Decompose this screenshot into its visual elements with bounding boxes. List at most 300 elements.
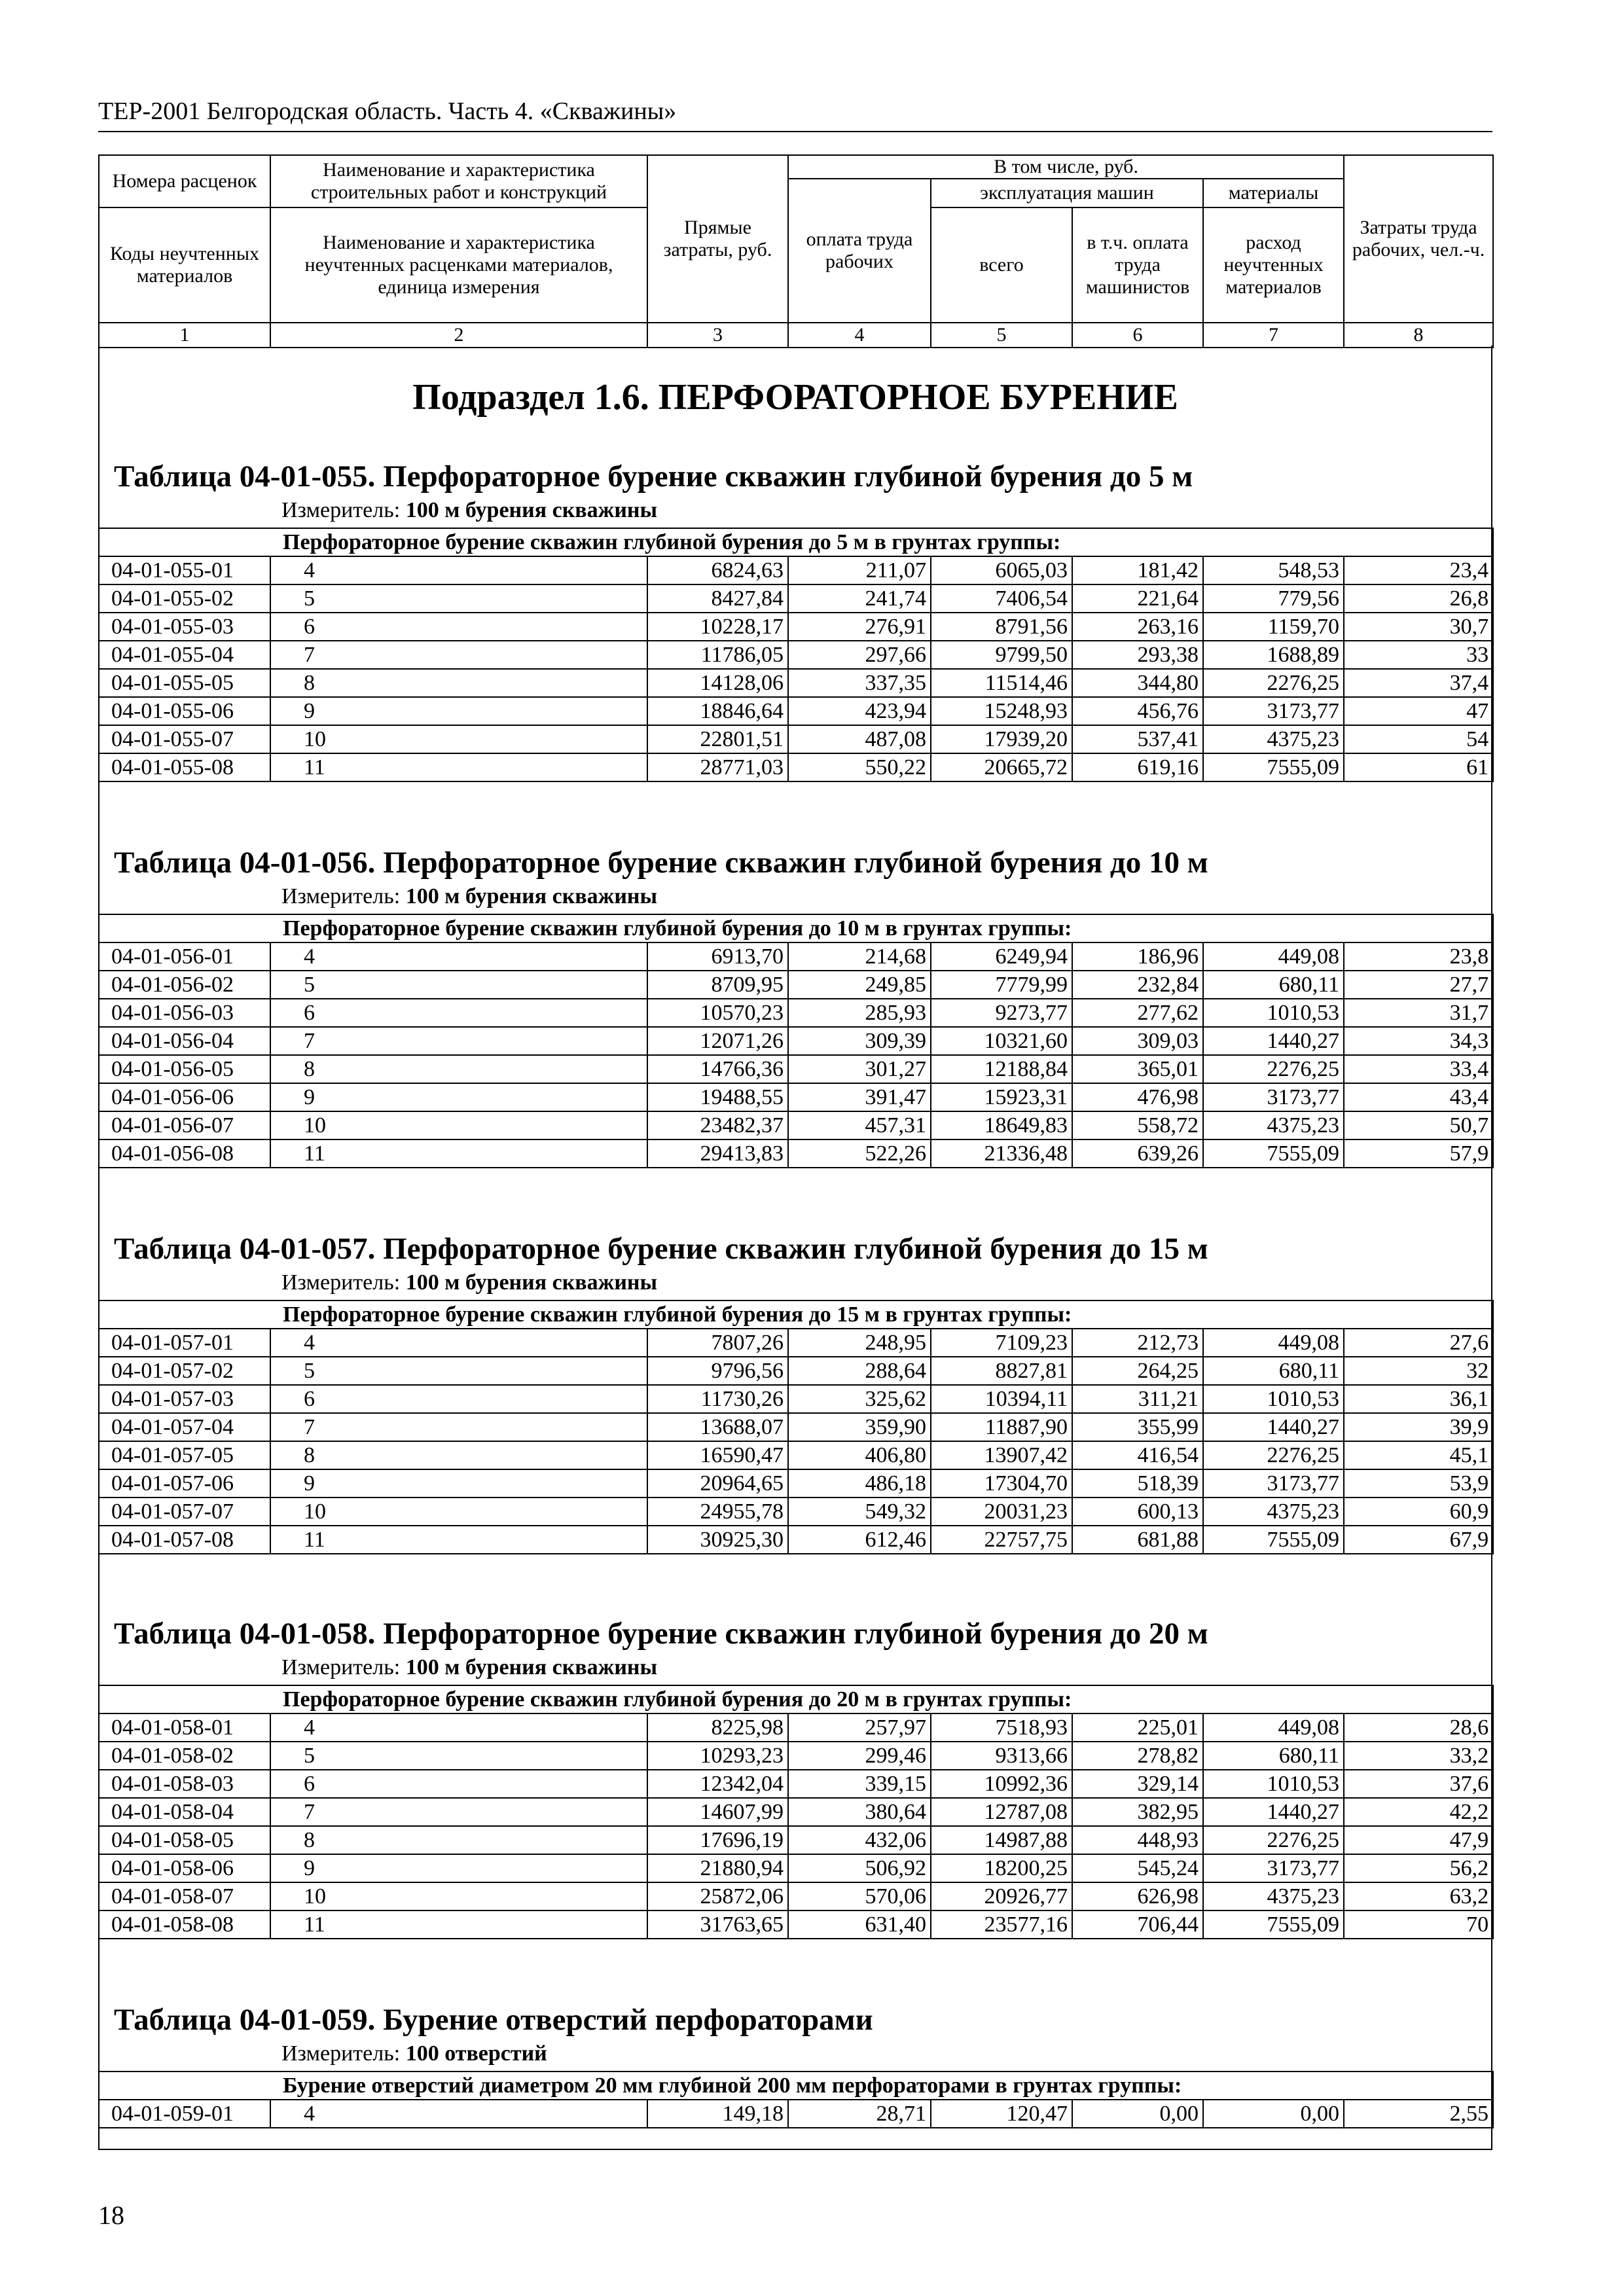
value-cell: 214,68 [788,942,931,971]
value-cell: 3173,77 [1203,697,1344,725]
measure-label: Измеритель: [281,884,401,908]
value-cell: 456,76 [1072,697,1203,725]
value-cell: 30,7 [1344,613,1493,641]
value-cell: 47,9 [1344,1826,1493,1854]
value-cell: 1440,27 [1203,1798,1344,1826]
value-cell: 70 [1344,1910,1493,1939]
table-measure [98,1270,1492,1300]
soil-group: 5 [270,584,647,613]
header-incl: В том числе, руб. [788,155,1344,179]
header-number: 2 [270,323,647,348]
value-cell: 15923,31 [931,1083,1072,1111]
value-cell: 9799,50 [931,641,1072,669]
table-title: Таблица 04-01-055. Перфораторное бурение скважин глубиной бурения до 5 м [114,459,1193,493]
soil-group: 5 [270,1742,647,1770]
table-subheader-row [99,1300,1493,1329]
soil-group: 6 [270,1385,647,1413]
value-cell: 18846,64 [647,697,788,725]
value-cell: 21880,94 [647,1854,788,1882]
soil-group: 7 [270,1413,647,1441]
rate-code: 04-01-057-04 [99,1413,270,1441]
value-cell: 10293,23 [647,1742,788,1770]
value-cell: 391,47 [788,1083,931,1111]
table-row [99,999,1493,1027]
value-cell: 626,98 [1072,1882,1203,1910]
value-cell: 8791,56 [931,613,1072,641]
header-col7: расход неучтенных материалов [1203,207,1344,323]
value-cell: 344,80 [1072,669,1203,697]
soil-group: 4 [270,1329,647,1357]
rate-code: 04-01-056-04 [99,1027,270,1055]
value-cell: 36,1 [1344,1385,1493,1413]
value-cell: 34,3 [1344,1027,1493,1055]
header-col2-bottom: Наименование и характеристика неучтенных расценками материалов, единица измерения [270,207,647,323]
value-cell: 53,9 [1344,1469,1493,1498]
value-cell: 706,44 [1072,1910,1203,1939]
value-cell: 537,41 [1072,725,1203,753]
soil-group: 10 [270,1882,647,1910]
value-cell: 339,15 [788,1770,931,1798]
value-cell: 4375,23 [1203,725,1344,753]
rate-code: 04-01-057-01 [99,1329,270,1357]
soil-group: 4 [270,942,647,971]
value-cell: 14128,06 [647,669,788,697]
table-measure [98,1655,1492,1685]
header-number: 8 [1344,323,1493,348]
value-cell: 248,95 [788,1329,931,1357]
table-subheader: Перфораторное бурение скважин глубиной бурения до 15 м в грунтах группы: [99,1300,1493,1329]
rate-code: 04-01-056-02 [99,971,270,999]
value-cell: 337,35 [788,669,931,697]
rate-code: 04-01-057-08 [99,1526,270,1554]
measure-value: 100 м бурения скважины [405,1655,658,1679]
header-col4: оплата труда рабочих [788,179,931,323]
table-row [99,2100,1493,2128]
value-cell: 406,80 [788,1441,931,1469]
header-col8: Затраты труда рабочих, чел.-ч. [1344,155,1493,323]
value-cell: 54 [1344,725,1493,753]
value-cell: 10992,36 [931,1770,1072,1798]
value-cell: 23,8 [1344,942,1493,971]
value-cell: 20031,23 [931,1498,1072,1526]
value-cell: 12787,08 [931,1798,1072,1826]
soil-group: 6 [270,999,647,1027]
value-cell: 23577,16 [931,1910,1072,1939]
table-title: Таблица 04-01-056. Перфораторное бурение скважин глубиной бурения до 10 м [114,846,1208,880]
value-cell: 7779,99 [931,971,1072,999]
table-row [99,697,1493,725]
value-cell: 449,08 [1203,1329,1344,1357]
value-cell: 9796,56 [647,1357,788,1385]
value-cell: 24955,78 [647,1498,788,1526]
value-cell: 63,2 [1344,1882,1493,1910]
header-col5: всего [931,207,1072,323]
table-subheader: Перфораторное бурение скважин глубиной бурения до 20 м в грунтах группы: [99,1685,1493,1713]
measure-value: 100 м бурения скважины [405,498,658,522]
value-cell: 23482,37 [647,1111,788,1139]
rate-code: 04-01-058-06 [99,1854,270,1882]
value-cell: 600,13 [1072,1498,1203,1526]
value-cell: 33 [1344,641,1493,669]
value-cell: 22801,51 [647,725,788,753]
running-header: ТЕР-2001 Белгородская область. Часть 4. «Скважины» [98,98,677,125]
value-cell: 28771,03 [647,753,788,781]
rate-code: 04-01-058-02 [99,1742,270,1770]
rate-code: 04-01-058-07 [99,1882,270,1910]
rate-code: 04-01-057-05 [99,1441,270,1469]
value-cell: 309,39 [788,1027,931,1055]
measure-value: 100 м бурения скважины [405,1270,658,1295]
value-cell: 612,46 [788,1526,931,1554]
value-cell: 120,47 [931,2100,1072,2128]
column-header-table [98,154,1494,348]
value-cell: 7555,09 [1203,1910,1344,1939]
value-cell: 149,18 [647,2100,788,2128]
value-cell: 301,27 [788,1055,931,1083]
value-cell: 6065,03 [931,556,1072,584]
value-cell: 14987,88 [931,1826,1072,1854]
header-number: 3 [647,323,788,348]
table-subheader-row [99,1685,1493,1713]
value-cell: 17939,20 [931,725,1072,753]
value-cell: 1159,70 [1203,613,1344,641]
rate-code: 04-01-055-06 [99,697,270,725]
value-cell: 4375,23 [1203,1111,1344,1139]
rate-code: 04-01-058-03 [99,1770,270,1798]
rate-code: 04-01-055-04 [99,641,270,669]
value-cell: 15248,93 [931,697,1072,725]
table-row [99,1083,1493,1111]
value-cell: 50,7 [1344,1111,1493,1139]
value-cell: 31,7 [1344,999,1493,1027]
value-cell: 285,93 [788,999,931,1027]
measure-label: Измеритель: [281,2041,401,2066]
value-cell: 2276,25 [1203,1055,1344,1083]
value-cell: 293,38 [1072,641,1203,669]
value-cell: 0,00 [1072,2100,1203,2128]
table-row [99,1798,1493,1826]
value-cell: 32 [1344,1357,1493,1385]
value-cell: 21336,48 [931,1139,1072,1168]
value-cell: 241,74 [788,584,931,613]
rate-code: 04-01-058-01 [99,1713,270,1742]
value-cell: 232,84 [1072,971,1203,999]
table-subheader: Перфораторное бурение скважин глубиной бурения до 5 м в грунтах группы: [99,528,1493,556]
table-row [99,613,1493,641]
value-cell: 1010,53 [1203,999,1344,1027]
value-cell: 680,11 [1203,1357,1344,1385]
header-machines: эксплуатация машин [931,179,1203,207]
value-cell: 548,53 [1203,556,1344,584]
value-cell: 26,8 [1344,584,1493,613]
value-cell: 522,26 [788,1139,931,1168]
value-cell: 56,2 [1344,1854,1493,1882]
value-cell: 18200,25 [931,1854,1072,1882]
value-cell: 11887,90 [931,1413,1072,1441]
table-measure [98,884,1492,914]
table-row [99,1357,1493,1385]
value-cell: 42,2 [1344,1798,1493,1826]
value-cell: 249,85 [788,971,931,999]
value-cell: 476,98 [1072,1083,1203,1111]
value-cell: 8427,84 [647,584,788,613]
soil-group: 8 [270,1441,647,1469]
rate-code: 04-01-055-07 [99,725,270,753]
soil-group: 9 [270,1469,647,1498]
value-cell: 61 [1344,753,1493,781]
value-cell: 779,56 [1203,584,1344,613]
value-cell: 9313,66 [931,1742,1072,1770]
value-cell: 186,96 [1072,942,1203,971]
value-cell: 325,62 [788,1385,931,1413]
value-cell: 37,4 [1344,669,1493,697]
table-subheader-row [99,528,1493,556]
value-cell: 212,73 [1072,1329,1203,1357]
table-row [99,753,1493,781]
value-cell: 27,7 [1344,971,1493,999]
table-row [99,1498,1493,1526]
value-cell: 12071,26 [647,1027,788,1055]
measure-label: Измеритель: [281,1655,401,1679]
soil-group: 8 [270,1826,647,1854]
value-cell: 278,82 [1072,1742,1203,1770]
table-row [99,1910,1493,1939]
soil-group: 9 [270,697,647,725]
rate-code: 04-01-057-03 [99,1385,270,1413]
table-row [99,1111,1493,1139]
soil-group: 4 [270,2100,647,2128]
measure-label: Измеритель: [281,498,401,522]
value-cell: 6824,63 [647,556,788,584]
soil-group: 6 [270,613,647,641]
table-row [99,1469,1493,1498]
value-cell: 25872,06 [647,1882,788,1910]
page-number: 18 [98,2200,124,2230]
value-cell: 680,11 [1203,1742,1344,1770]
table-subheader: Перфораторное бурение скважин глубиной бурения до 10 м в грунтах группы: [99,914,1493,942]
header-col6: в т.ч. оплата труда машинистов [1072,207,1203,323]
value-cell: 365,01 [1072,1055,1203,1083]
value-cell: 518,39 [1072,1469,1203,1498]
value-cell: 2276,25 [1203,1826,1344,1854]
value-cell: 33,2 [1344,1742,1493,1770]
value-cell: 28,71 [788,2100,931,2128]
value-cell: 299,46 [788,1742,931,1770]
soil-group: 10 [270,1498,647,1526]
value-cell: 486,18 [788,1469,931,1498]
soil-group: 4 [270,556,647,584]
value-cell: 8827,81 [931,1357,1072,1385]
rate-table [98,1685,1494,1939]
value-cell: 11730,26 [647,1385,788,1413]
value-cell: 7807,26 [647,1329,788,1357]
value-cell: 1688,89 [1203,641,1344,669]
soil-group: 10 [270,1111,647,1139]
soil-group: 5 [270,1357,647,1385]
value-cell: 13688,07 [647,1413,788,1441]
value-cell: 10394,11 [931,1385,1072,1413]
value-cell: 31763,65 [647,1910,788,1939]
value-cell: 20926,77 [931,1882,1072,1910]
value-cell: 8709,95 [647,971,788,999]
rate-code: 04-01-056-01 [99,942,270,971]
soil-group: 8 [270,1055,647,1083]
table-title: Таблица 04-01-059. Бурение отверстий перфораторами [114,2003,873,2037]
value-cell: 16590,47 [647,1441,788,1469]
value-cell: 33,4 [1344,1055,1493,1083]
value-cell: 221,64 [1072,584,1203,613]
value-cell: 18649,83 [931,1111,1072,1139]
rate-code: 04-01-057-07 [99,1498,270,1526]
rate-code: 04-01-058-08 [99,1910,270,1939]
rate-code: 04-01-058-05 [99,1826,270,1854]
rate-table-block [98,844,1492,1168]
value-cell: 449,08 [1203,942,1344,971]
value-cell: 545,24 [1072,1854,1203,1882]
value-cell: 11786,05 [647,641,788,669]
soil-group: 10 [270,725,647,753]
header-number-row [99,323,1493,348]
measure-value: 100 отверстий [405,2041,547,2066]
value-cell: 11514,46 [931,669,1072,697]
table-row [99,641,1493,669]
value-cell: 680,11 [1203,971,1344,999]
measure-label: Измеритель: [281,1270,401,1295]
value-cell: 2276,25 [1203,669,1344,697]
soil-group: 11 [270,1526,647,1554]
table-row [99,942,1493,971]
value-cell: 264,25 [1072,1357,1203,1385]
header-col3: Прямые затраты, руб. [647,155,788,323]
table-row [99,1441,1493,1469]
rate-table-block [98,2001,1492,2128]
table-row [99,1413,1493,1441]
value-cell: 39,9 [1344,1413,1493,1441]
table-row [99,669,1493,697]
value-cell: 550,22 [788,753,931,781]
header-number: 1 [99,323,270,348]
value-cell: 457,31 [788,1111,931,1139]
table-row [99,1526,1493,1554]
table-row [99,1055,1493,1083]
value-cell: 7555,09 [1203,1526,1344,1554]
value-cell: 639,26 [1072,1139,1203,1168]
header-number: 7 [1203,323,1344,348]
value-cell: 45,1 [1344,1441,1493,1469]
value-cell: 28,6 [1344,1713,1493,1742]
value-cell: 7555,09 [1203,753,1344,781]
value-cell: 47 [1344,697,1493,725]
value-cell: 12188,84 [931,1055,1072,1083]
value-cell: 8225,98 [647,1713,788,1742]
value-cell: 0,00 [1203,2100,1344,2128]
rate-code: 04-01-056-06 [99,1083,270,1111]
value-cell: 263,16 [1072,613,1203,641]
rate-table-block [98,1230,1492,1554]
value-cell: 10321,60 [931,1027,1072,1055]
value-cell: 67,9 [1344,1526,1493,1554]
value-cell: 22757,75 [931,1526,1072,1554]
soil-group: 7 [270,641,647,669]
value-cell: 681,88 [1072,1526,1203,1554]
rate-code: 04-01-055-01 [99,556,270,584]
value-cell: 558,72 [1072,1111,1203,1139]
value-cell: 549,32 [788,1498,931,1526]
soil-group: 5 [270,971,647,999]
value-cell: 7406,54 [931,584,1072,613]
value-cell: 37,6 [1344,1770,1493,1798]
header-number: 6 [1072,323,1203,348]
value-cell: 43,4 [1344,1083,1493,1111]
table-measure [98,2041,1492,2071]
value-cell: 3173,77 [1203,1854,1344,1882]
soil-group: 11 [270,753,647,781]
value-cell: 7555,09 [1203,1139,1344,1168]
table-row [99,1329,1493,1357]
rate-code: 04-01-056-07 [99,1111,270,1139]
value-cell: 309,03 [1072,1027,1203,1055]
table-row [99,556,1493,584]
header-number: 5 [931,323,1072,348]
table-subheader-row [99,2072,1493,2100]
soil-group: 11 [270,1910,647,1939]
value-cell: 416,54 [1072,1441,1203,1469]
soil-group: 7 [270,1798,647,1826]
value-cell: 14766,36 [647,1055,788,1083]
table-row [99,1770,1493,1798]
value-cell: 288,64 [788,1357,931,1385]
value-cell: 1440,27 [1203,1027,1344,1055]
value-cell: 570,06 [788,1882,931,1910]
value-cell: 29413,83 [647,1139,788,1168]
rate-code: 04-01-055-05 [99,669,270,697]
rate-table-block [98,1615,1492,1939]
table-row [99,725,1493,753]
rate-code: 04-01-057-06 [99,1469,270,1498]
rate-table [98,914,1494,1168]
value-cell: 448,93 [1072,1826,1203,1854]
value-cell: 17696,19 [647,1826,788,1854]
value-cell: 631,40 [788,1910,931,1939]
subsection-title: Подраздел 1.6. ПЕРФОРАТОРНОЕ БУРЕНИЕ [412,377,1178,418]
table-title: Таблица 04-01-058. Перфораторное бурение скважин глубиной бурения до 20 м [114,1617,1208,1651]
table-row [99,584,1493,613]
table-subheader: Бурение отверстий диаметром 20 мм глубиной 200 мм перфораторами в грунтах группы: [99,2072,1493,2100]
table-row [99,1882,1493,1910]
value-cell: 432,06 [788,1826,931,1854]
soil-group: 9 [270,1854,647,1882]
value-cell: 276,91 [788,613,931,641]
table-measure [98,497,1492,528]
value-cell: 359,90 [788,1413,931,1441]
value-cell: 19488,55 [647,1083,788,1111]
value-cell: 423,94 [788,697,931,725]
value-cell: 7109,23 [931,1329,1072,1357]
table-row [99,1854,1493,1882]
measure-value: 100 м бурения скважины [405,884,658,908]
table-subheader-row [99,914,1493,942]
table-row [99,1385,1493,1413]
value-cell: 27,6 [1344,1329,1493,1357]
value-cell: 355,99 [1072,1413,1203,1441]
value-cell: 20665,72 [931,753,1072,781]
table-row [99,1139,1493,1168]
value-cell: 4375,23 [1203,1498,1344,1526]
table-row [99,1713,1493,1742]
value-cell: 13907,42 [931,1441,1072,1469]
table-row [99,971,1493,999]
value-cell: 329,14 [1072,1770,1203,1798]
